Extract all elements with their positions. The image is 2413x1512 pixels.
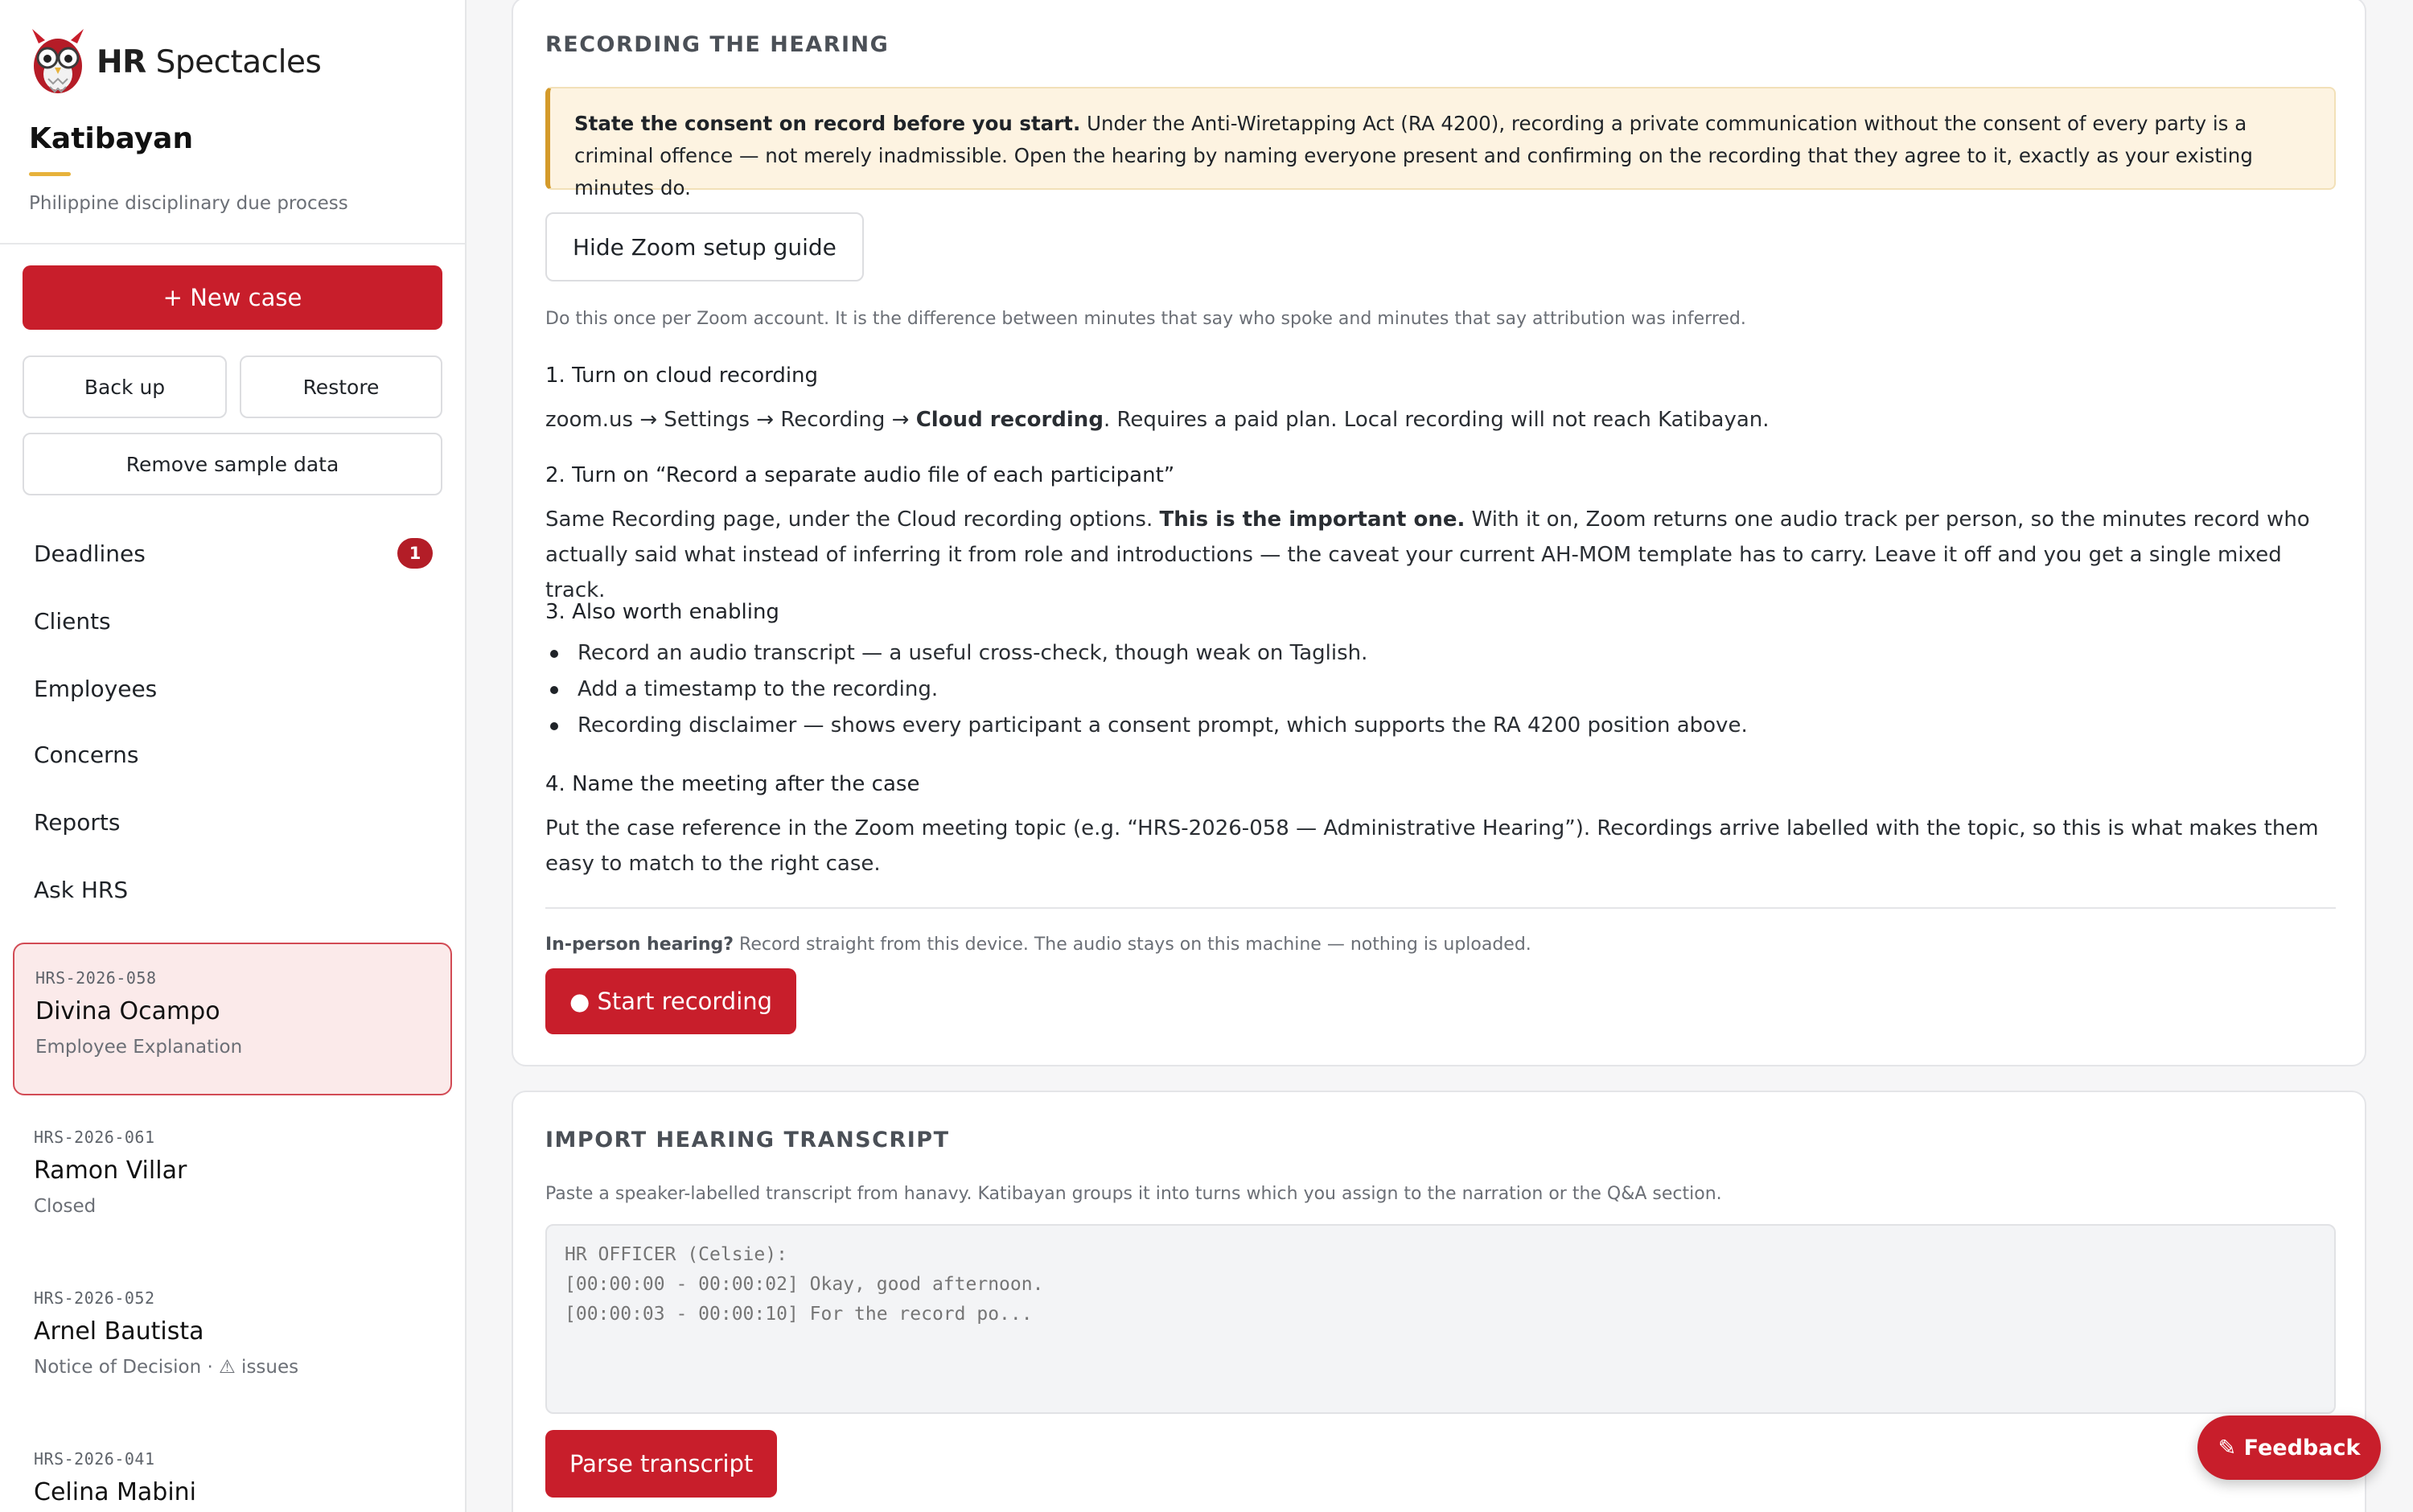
nav-item-reports[interactable] (34, 798, 433, 846)
case-ref: HRS-2026-041 (34, 1449, 155, 1469)
case-name: Arnel Bautista (34, 1317, 204, 1346)
nav-item-label: Ask HRS (34, 876, 129, 903)
owl-logo-icon (27, 26, 88, 98)
step-3-list (545, 635, 2315, 744)
parse-transcript-button[interactable]: Parse transcript (545, 1430, 777, 1498)
case-name: Celina Mabini (34, 1478, 197, 1506)
nav-item-clients[interactable] (34, 597, 433, 645)
case-list-item-active[interactable] (13, 943, 452, 1095)
brand-logo-link[interactable] (27, 26, 321, 98)
main-content (467, 0, 2413, 1512)
nav-item-label: Concerns (34, 741, 139, 768)
step-3-title: 3. Also worth enabling (545, 600, 779, 624)
remove-sample-data-button[interactable]: Remove sample data (23, 433, 442, 495)
case-list-item[interactable] (13, 1103, 452, 1256)
recording-panel (512, 0, 2366, 1066)
nav-item-label: Employees (34, 675, 158, 702)
org-title-underline (29, 172, 71, 176)
import-hint: Paste a speaker-labelled transcript from hanavy. Katibayan groups it into turns which you assign to the narration or the Q&A section. (545, 1184, 1722, 1204)
section-divider (545, 907, 2336, 909)
list-item: Add a timestamp to the recording. (545, 672, 2315, 708)
case-status: Notice of Decision · ⚠ issues (34, 1357, 299, 1378)
toggle-zoom-guide-button[interactable]: Hide Zoom setup guide (545, 212, 864, 281)
case-name: Divina Ocampo (35, 997, 220, 1025)
consent-warning-callout (545, 87, 2336, 199)
in-person-note: In-person hearing? Record straight from this device. The audio stays on this machine — nothing is uploaded. (545, 935, 1531, 955)
brand-name: HR Spectacles (97, 43, 322, 80)
recording-panel-title: RECORDING THE HEARING (545, 32, 890, 57)
case-ref: HRS-2026-058 (35, 968, 157, 988)
deadlines-count-badge: 1 (397, 538, 433, 569)
case-name: Ramon Villar (34, 1157, 187, 1185)
new-case-button[interactable]: + New case (23, 265, 442, 330)
nav-item-label: Deadlines (34, 540, 146, 567)
feedback-button[interactable]: ✎ Feedback (2197, 1415, 2381, 1480)
restore-button[interactable]: Restore (240, 355, 442, 418)
list-item: Recording disclaimer — shows every participant a consent prompt, which supports the RA 4200 position above. (545, 708, 2315, 744)
nav-item-concerns[interactable] (34, 730, 433, 779)
callout-emphasis: State the consent on record before you start. (574, 112, 1081, 135)
step-1-body: zoom.us → Settings → Recording → Cloud recording. Requires a paid plan. Local recording will not reach Katibayan. (545, 408, 1770, 432)
sidebar (0, 0, 467, 1512)
case-status: Closed (34, 1196, 97, 1217)
nav-item-label: Reports (34, 808, 121, 836)
list-item: Record an audio transcript — a useful cross-check, though weak on Taglish. (545, 635, 2315, 672)
back-up-button[interactable]: Back up (23, 355, 227, 418)
case-ref: HRS-2026-061 (34, 1128, 155, 1147)
org-subtitle: Philippine disciplinary due process (29, 193, 348, 214)
step-4-title: 4. Name the meeting after the case (545, 772, 920, 796)
import-panel-title: IMPORT HEARING TRANSCRIPT (545, 1128, 950, 1152)
org-title: Katibayan (29, 122, 194, 155)
sidebar-divider (0, 243, 467, 244)
start-recording-button[interactable]: ● Start recording (545, 968, 796, 1034)
nav-item-employees[interactable] (34, 664, 433, 713)
transcript-input[interactable] (545, 1224, 2336, 1414)
step-2-body: Same Recording page, under the Cloud recording options. This is the important one. With it on, Zoom returns one audio track per person, so the minutes record who actually said what instead of inferring it from role and introductions — the caveat your current AH-MOM template has to carry. Leave it off and you get a single mixed track. (545, 507, 2310, 602)
nav-item-label: Clients (34, 607, 111, 635)
guide-intro: Do this once per Zoom account. It is the difference between minutes that say who spoke and minutes that say attribution was inferred. (545, 309, 1746, 329)
import-transcript-panel (512, 1091, 2366, 1512)
case-ref: HRS-2026-052 (34, 1288, 155, 1308)
callout-text: Under the Anti-Wiretapping Act (RA 4200), recording a private communication without the consent of every party is a criminal offence — not merely inadmissible. Open the hearing by naming everyone present and confirming on the recording that they agree to it, exactly as your existing minutes do. (574, 112, 2253, 199)
step-4-body: Put the case reference in the Zoom meeting topic (e.g. “HRS-2026-058 — Administrative Hearing”). Recordings arrive labelled with the topic, so this is what makes them easy to match to the right case. (545, 816, 2319, 876)
case-list-item[interactable] (13, 1425, 452, 1512)
step-2-title: 2. Turn on “Record a separate audio file of each participant” (545, 463, 1175, 487)
step-1-title: 1. Turn on cloud recording (545, 364, 819, 388)
nav-item-ask-hrs[interactable] (34, 865, 433, 914)
nav-item-deadlines[interactable] (34, 529, 433, 577)
case-list-item[interactable] (13, 1264, 452, 1417)
case-status: Employee Explanation (35, 1037, 243, 1058)
